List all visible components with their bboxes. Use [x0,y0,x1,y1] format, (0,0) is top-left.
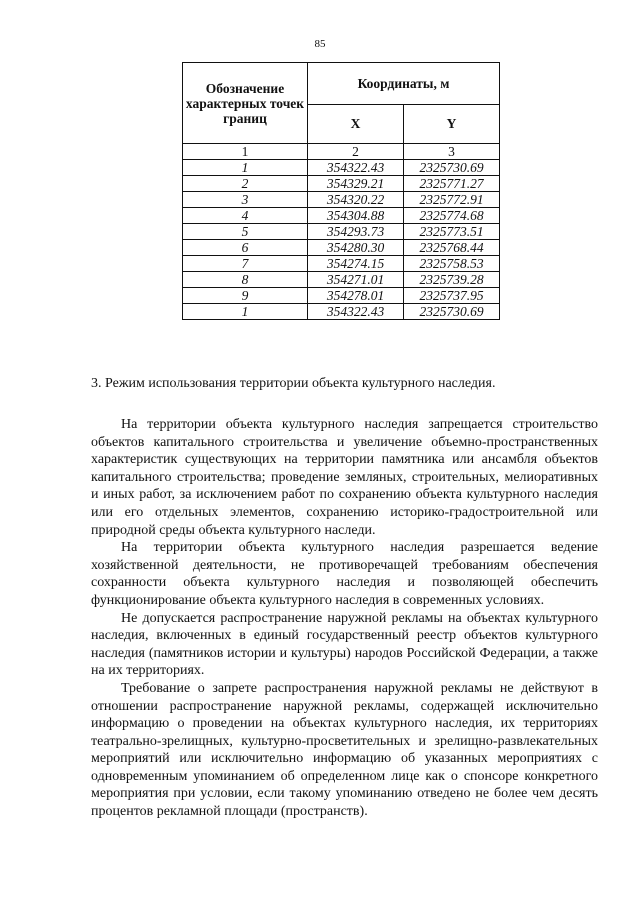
table-row [183,192,500,208]
paragraph-advertising-ban: Не допускается распространение наружной рекламы на объектах культурного наследия, включенных в единый государственный реестр объектов культурного наследия (памятников истории и культуры) народов Российской Федерации, а также на их территориях. [91,610,598,679]
point-number: 5 [183,224,308,240]
table-row [183,256,500,272]
coord-x: 354320.22 [308,192,404,208]
coord-y: 2325772.91 [404,192,500,208]
coord-y: 2325771.27 [404,176,500,192]
coord-y: 2325737.95 [404,288,500,304]
paragraph-prohibitions: На территории объекта культурного наследия запрещается строительство объектов капитального строительства и увеличение объемно-пространственных характеристик существующих на территории памятника или ансамбля объектов капитального строительства; проведение земляных, строительных, мелиоративных и иных работ, за исключением работ по сохранению объекта культурного наследия или его отдельных элементов, сохранению историко-градостроительной или природной среды объекта культурного наследи. [91,417,598,538]
coord-y: 2325758.53 [404,256,500,272]
table-row [183,240,500,256]
coord-y: 2325730.69 [404,160,500,176]
coord-x: 354278.01 [308,288,404,304]
point-number: 7 [183,256,308,272]
paragraph-advertising-exception: Требование о запрете распространения наружной рекламы не действуют в отношении распространение наружной рекламы, содержащей исключительно информацию о проведении на объектах культурного наследия, их территориях театрально-зрелищных, культурно-просветительных и зрелищно-развлекательных мероприятий или исключительно информацию об указанных мероприятиях с одновременным упоминанием об определенном лице как о спонсоре конкретного мероприятия при условии, если такому упоминанию отведено не более чем десять процентов рекламной площади (пространств). [91,680,598,820]
point-number: 1 [183,304,308,320]
section-heading: 3. Режим использования территории объекта культурного наследия. [91,376,496,391]
point-number: 4 [183,208,308,224]
coord-x: 354274.15 [308,256,404,272]
header-y: Y [404,104,500,144]
coord-y: 2325774.68 [404,208,500,224]
column-number-row [183,144,500,160]
header-coordinates: Координаты, м [308,63,500,105]
coord-x: 354322.43 [308,160,404,176]
coord-x: 354271.01 [308,272,404,288]
coord-y: 2325730.69 [404,304,500,320]
point-number: 8 [183,272,308,288]
coord-y: 2325773.51 [404,224,500,240]
header-x: X [308,104,404,144]
column-number: 2 [308,144,404,160]
paragraph-permitted-activity: На территории объекта культурного наследия разрешается ведение хозяйственной деятельности, не противоречащей требованиям обеспечения сохранности объекта культурного наследия и позволяющей обеспечить функционирование объекта культурного наследия в современных условиях. [91,540,598,608]
coord-x: 354329.21 [308,176,404,192]
coord-x: 354304.88 [308,208,404,224]
point-number: 2 [183,176,308,192]
page-number: 85 [314,38,326,50]
column-number: 3 [404,144,500,160]
coord-x: 354280.30 [308,240,404,256]
table-row [183,288,500,304]
coord-x: 354322.43 [308,304,404,320]
body-text [91,416,598,821]
table-row [183,160,500,176]
header-point-designation: Обозначение характерных точек границ [183,63,308,144]
point-number: 3 [183,192,308,208]
table-row [183,224,500,240]
table-row [183,272,500,288]
table-row [183,304,500,320]
point-number: 6 [183,240,308,256]
column-number: 1 [183,144,308,160]
coord-x: 354293.73 [308,224,404,240]
point-number: 1 [183,160,308,176]
table-row [183,176,500,192]
table-row [183,208,500,224]
point-number: 9 [183,288,308,304]
coord-y: 2325768.44 [404,240,500,256]
coord-y: 2325739.28 [404,272,500,288]
coordinates-table [182,62,500,320]
